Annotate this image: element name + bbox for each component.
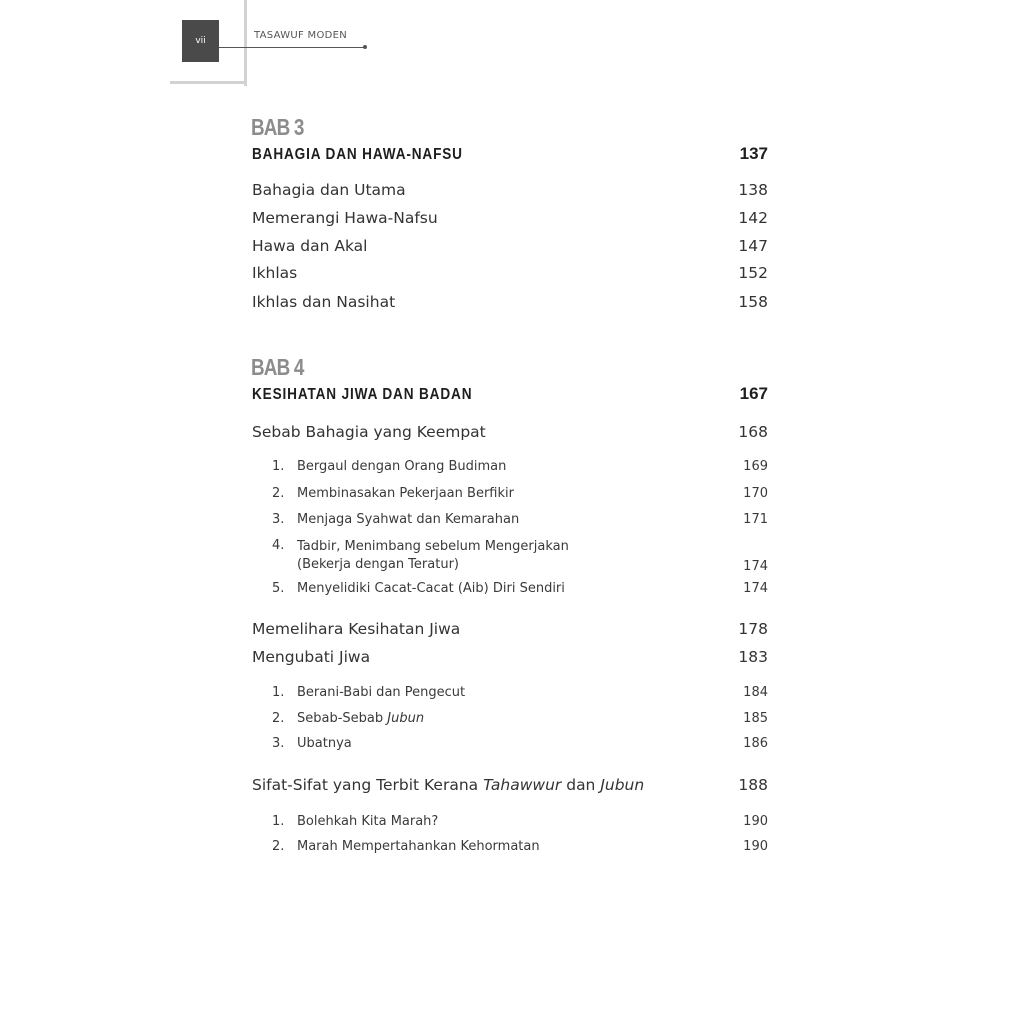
item-number: 1. xyxy=(272,685,285,700)
section-title: Sebab Bahagia yang Keempat xyxy=(252,423,486,441)
item-title: Berani-Babi dan Pengecut xyxy=(297,685,466,700)
toc-subsection[interactable] xyxy=(272,736,768,751)
item-page: 174 xyxy=(743,559,768,574)
item-title: Sebab-Sebab xyxy=(297,711,388,726)
section-title: Bahagia dan Utama xyxy=(252,181,406,199)
toc-section[interactable] xyxy=(252,264,768,282)
item-title-line1: Tadbir, Menimbang sebelum Mengerjakan xyxy=(297,539,569,554)
item-title: Membinasakan Pekerjaan Berfikir xyxy=(297,486,514,501)
item-page: 170 xyxy=(743,486,768,501)
chapter-page: 167 xyxy=(739,384,768,403)
item-title: Ubatnya xyxy=(297,736,352,751)
toc-section[interactable] xyxy=(252,293,768,311)
section-title: Memelihara Kesihatan Jiwa xyxy=(252,620,461,638)
item-page: 174 xyxy=(743,581,768,596)
section-title-italic: Tahawwur xyxy=(483,776,562,794)
bab3-label: BAB 3 xyxy=(251,114,304,140)
item-page: 190 xyxy=(743,839,768,854)
page-number: vii xyxy=(195,36,206,46)
section-title: Ikhlas dan Nasihat xyxy=(252,293,396,311)
toc-subsection[interactable] xyxy=(272,538,768,574)
toc-section[interactable] xyxy=(252,181,768,199)
section-page: 183 xyxy=(738,648,768,666)
toc-subsection[interactable] xyxy=(272,711,768,726)
item-page: 190 xyxy=(743,814,768,829)
item-title: Bergaul dengan Orang Budiman xyxy=(297,459,507,474)
toc-subsection[interactable] xyxy=(272,459,768,474)
toc-subsection[interactable] xyxy=(272,486,768,501)
section-page: 178 xyxy=(738,620,768,638)
toc-section[interactable] xyxy=(252,423,768,441)
running-title-rule-end xyxy=(363,45,367,49)
item-page: 171 xyxy=(743,512,768,527)
item-number: 3. xyxy=(272,512,285,527)
item-page: 185 xyxy=(743,711,768,726)
item-number: 2. xyxy=(272,839,285,854)
item-number: 4. xyxy=(272,538,285,553)
section-page: 147 xyxy=(738,237,768,255)
section-page: 168 xyxy=(738,423,768,441)
bab4-label: BAB 4 xyxy=(251,354,304,380)
section-title: Hawa dan Akal xyxy=(252,237,368,255)
toc-section[interactable] xyxy=(252,209,768,227)
toc-section[interactable] xyxy=(252,620,768,638)
section-title: Mengubati Jiwa xyxy=(252,648,371,666)
section-page: 152 xyxy=(738,264,768,282)
toc-chapter-bab3[interactable] xyxy=(252,144,768,164)
toc-section[interactable] xyxy=(252,237,768,255)
item-number: 3. xyxy=(272,736,285,751)
item-number: 1. xyxy=(272,459,285,474)
toc-subsection[interactable] xyxy=(272,839,768,854)
item-title-italic: Jubun xyxy=(387,711,425,726)
item-number: 1. xyxy=(272,814,285,829)
toc-subsection[interactable] xyxy=(272,581,768,596)
chapter-page: 137 xyxy=(739,144,768,163)
item-title: Menjaga Syahwat dan Kemarahan xyxy=(297,512,520,527)
item-title: Marah Mempertahankan Kehormatan xyxy=(297,839,540,854)
section-title-conj: dan xyxy=(561,776,601,794)
item-title: Bolehkah Kita Marah? xyxy=(297,814,439,829)
section-page: 138 xyxy=(738,181,768,199)
item-title: Menyelidiki Cacat-Cacat (Aib) Diri Sendiri xyxy=(297,581,565,596)
running-title-rule xyxy=(219,47,365,48)
section-page: 158 xyxy=(738,293,768,311)
chapter-title: KESIHATAN JIWA DAN BADAN xyxy=(252,386,473,403)
item-number: 2. xyxy=(272,711,285,726)
section-title: Memerangi Hawa-Nafsu xyxy=(252,209,438,227)
header-horizontal-rule xyxy=(170,81,247,84)
item-number: 2. xyxy=(272,486,285,501)
section-title-italic: Jubun xyxy=(600,776,645,794)
item-page: 169 xyxy=(743,459,768,474)
section-page: 188 xyxy=(738,776,768,794)
item-page: 184 xyxy=(743,685,768,700)
section-title: Sifat-Sifat yang Terbit Kerana xyxy=(252,776,484,794)
item-number: 5. xyxy=(272,581,285,596)
item-title-line2: (Bekerja dengan Teratur) xyxy=(297,557,459,572)
chapter-title: BAHAGIA DAN HAWA-NAFSU xyxy=(252,146,463,163)
header-vertical-rule xyxy=(244,0,247,86)
toc-section[interactable] xyxy=(252,648,768,666)
item-page: 186 xyxy=(743,736,768,751)
toc-chapter-bab4[interactable] xyxy=(252,384,768,404)
running-title: TASAWUF MODEN xyxy=(254,30,348,41)
section-page: 142 xyxy=(738,209,768,227)
toc-subsection[interactable] xyxy=(272,512,768,527)
toc-subsection[interactable] xyxy=(272,814,768,829)
section-title: Ikhlas xyxy=(252,264,298,282)
toc-subsection[interactable] xyxy=(272,685,768,700)
page-number-box xyxy=(182,20,219,62)
toc-section[interactable] xyxy=(252,776,768,794)
